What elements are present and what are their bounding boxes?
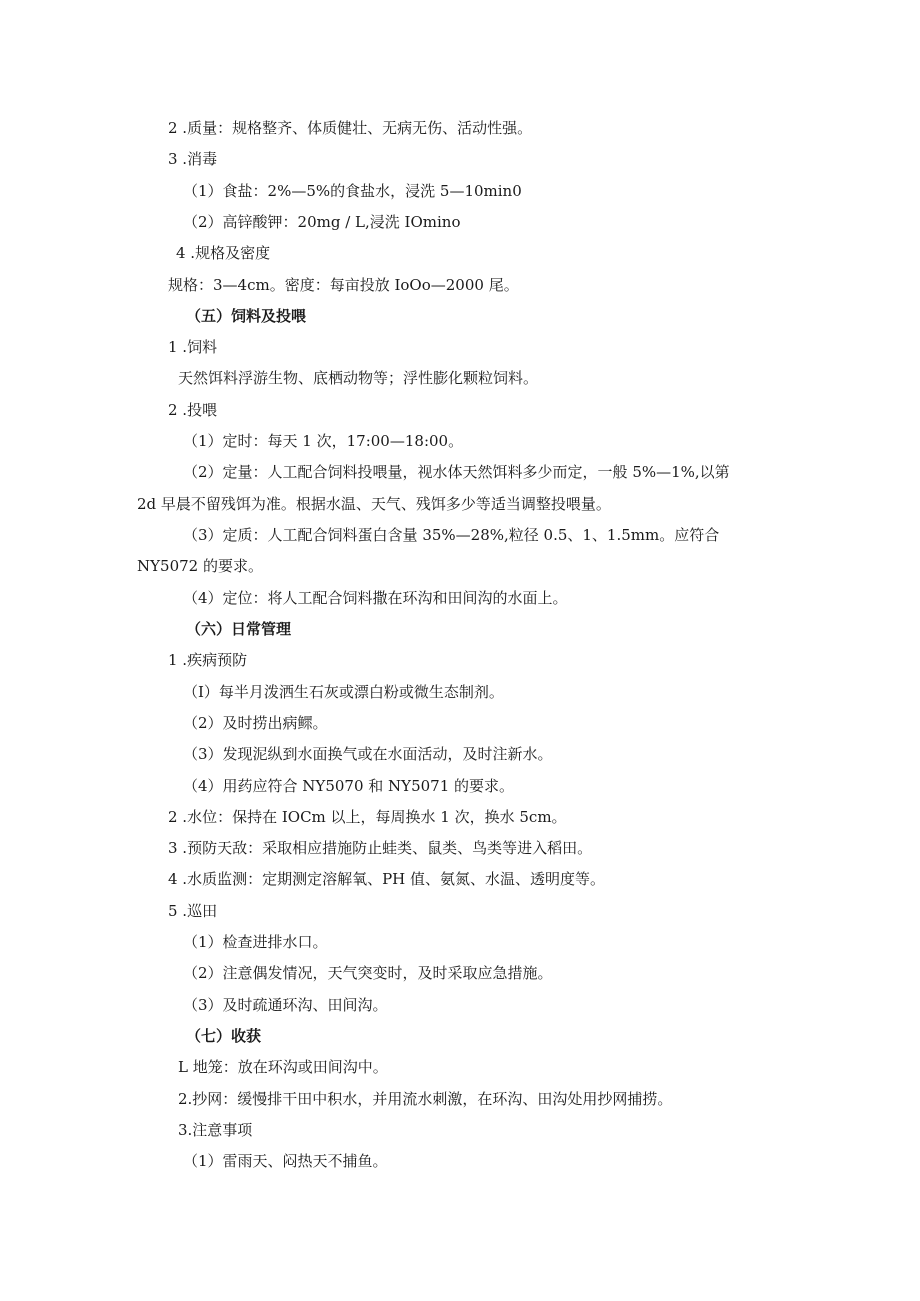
line-size-density: 规格：3—4cm。密度：每亩投放 IoOo—2000 尾。 [168, 276, 519, 294]
line-predators: 3 .预防天敌：采取相应措施防止蛙类、鼠类、鸟类等进入稻田。 [168, 839, 593, 857]
line-water-level: 2 .水位：保持在 IOCm 以上，每周换水 1 次，换水 5cm。 [168, 808, 567, 826]
section-heading-daily-management: （六）日常管理 [186, 620, 292, 638]
line-size-density-heading: 4 .规格及密度 [176, 244, 271, 262]
line-disinfection-heading: 3 .消毒 [168, 150, 218, 168]
line-fixed-amount: （2）定量：人工配合饲料投喂量，视水体天然饵料多少而定，一般 5%—1%,以第 [183, 463, 730, 481]
line-fixed-location: （4）定位：将人工配合饲料撒在环沟和田间沟的水面上。 [183, 589, 568, 607]
line-harvest-net: 2.抄网：缓慢排干田中积水，并用流水刺激，在环沟、田沟处用抄网捕捞。 [178, 1090, 673, 1108]
line-disease-4: （4）用药应符合 NY5070 和 NY5071 的要求。 [183, 777, 515, 795]
line-fixed-amount-cont: 2d 早晨不留残饵为准。根据水温、天气、残饵多少等适当调整投喂量。 [137, 495, 611, 513]
line-fixed-time: （1）定时：每天 1 次，17:00—18:00。 [183, 432, 464, 450]
line-feed-types: 天然饵料浮游生物、底栖动物等；浮性膨化颗粒饲料。 [178, 369, 539, 387]
line-feed-heading: 1 .饲料 [168, 338, 218, 356]
line-patrol-1: （1）检查进排水口。 [183, 933, 328, 951]
line-harvest-trap: L 地笼：放在环沟或田间沟中。 [178, 1058, 388, 1076]
line-notes-1: （1）雷雨天、闷热天不捕鱼。 [183, 1152, 388, 1170]
line-disease-2: （2）及时捞出病鳏。 [183, 714, 328, 732]
line-permanganate: （2）高锌酸钾：20mg / L,浸洗 IOmino [183, 213, 461, 231]
section-heading-harvest: （七）收获 [186, 1027, 262, 1045]
line-salt: （1）食盐：2%—5%的食盐水，浸洗 5—10min0 [183, 182, 522, 200]
line-patrol-2: （2）注意偶发情况，天气突变时，及时采取应急措施。 [183, 964, 553, 982]
line-fixed-quality: （3）定质：人工配合饲料蛋白含量 35%—28%,粒径 0.5、1、1.5mm。应符合 [183, 526, 720, 544]
line-feeding-heading: 2 .投喂 [168, 401, 218, 419]
line-disease-1: （I）每半月泼洒生石灰或漂白粉或微生态制剂。 [183, 683, 504, 701]
line-disease-heading: 1 .疾病预防 [168, 651, 248, 669]
line-disease-3: （3）发现泥纵到水面换气或在水面活动，及时注新水。 [183, 745, 553, 763]
line-patrol-heading: 5 .巡田 [168, 902, 218, 920]
line-patrol-3: （3）及时疏通环沟、田间沟。 [183, 996, 388, 1014]
line-notes-heading: 3.注意事项 [178, 1121, 253, 1139]
line-fixed-quality-cont: NY5072 的要求。 [137, 557, 263, 575]
line-water-quality: 4 .水质监测：定期测定溶解氧、PH 值、氨氮、水温、透明度等。 [168, 870, 606, 888]
section-heading-feed: （五）饲料及投喂 [186, 307, 307, 325]
line-quality: 2 .质量：规格整齐、体质健壮、无病无伤、活动性强。 [168, 119, 533, 137]
